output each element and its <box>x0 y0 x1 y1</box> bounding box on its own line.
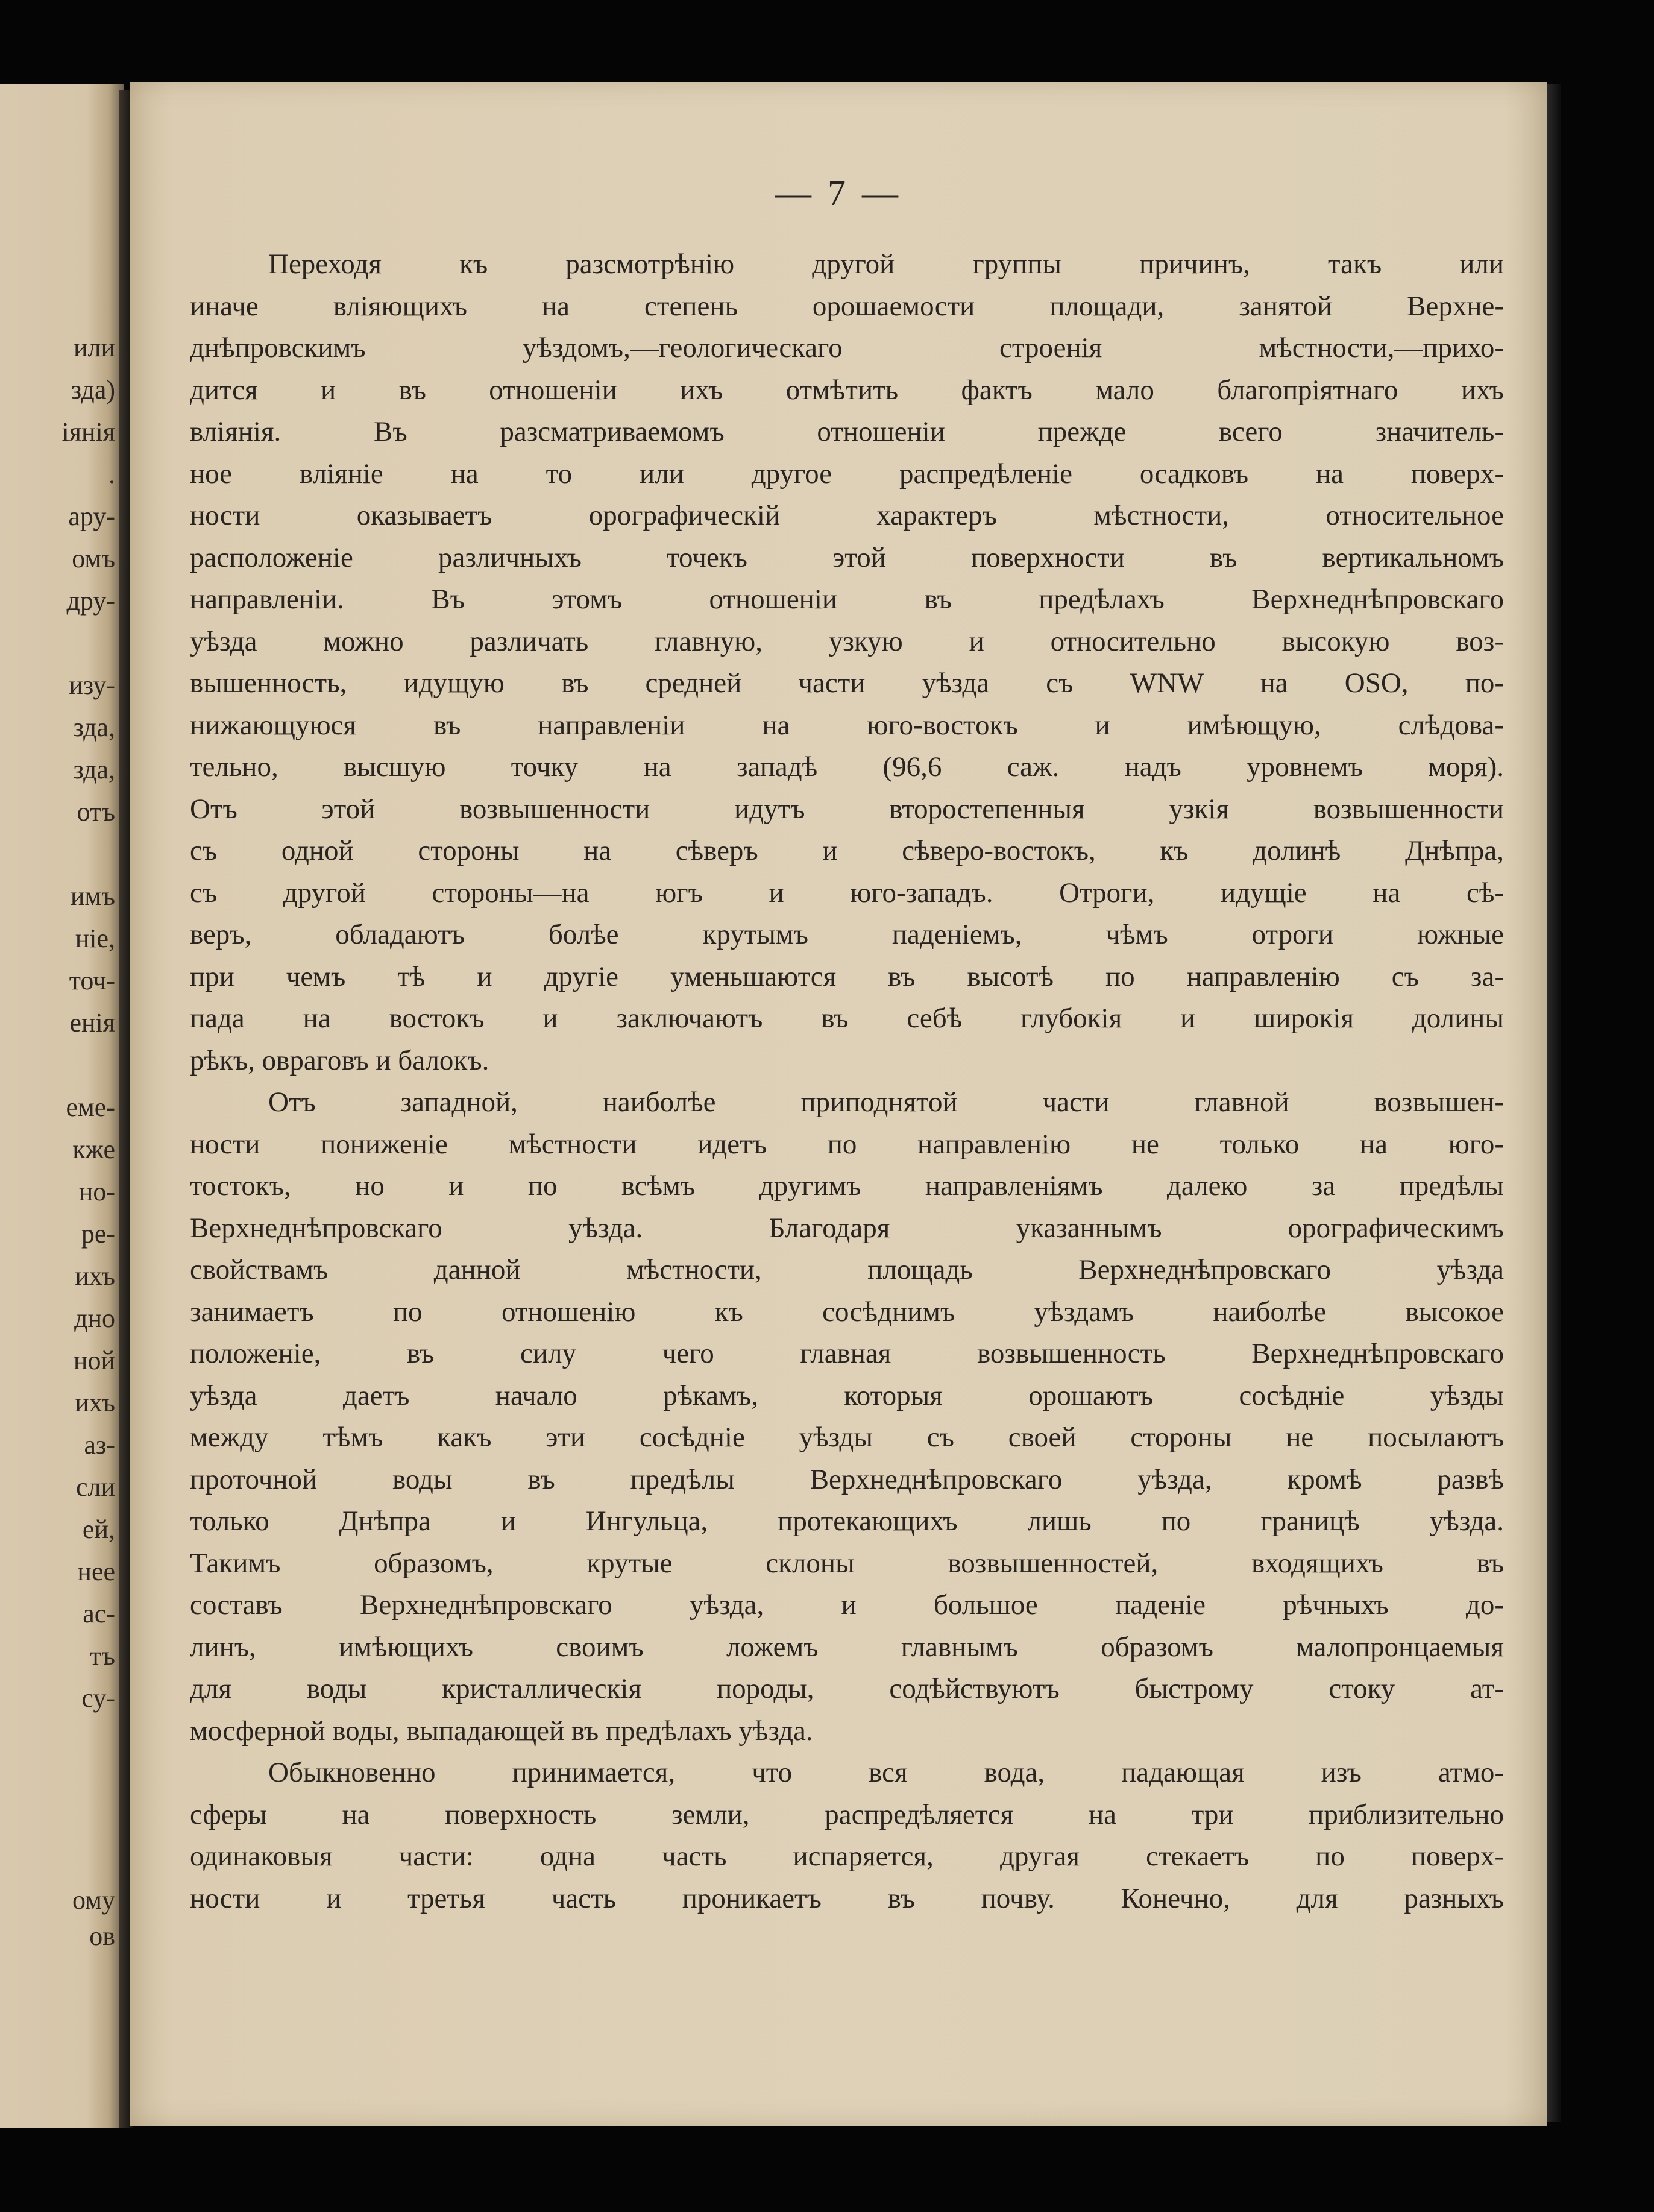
left-fragment: зда) <box>71 375 115 405</box>
left-fragment: еме- <box>66 1092 115 1122</box>
text-line: Отъ этой возвышенности идутъ второстепенныя узкія возвышенности <box>190 793 1504 825</box>
left-fragment: точ- <box>69 966 115 995</box>
text-line: ности и третья часть проникаетъ въ почву. Конечно, для разныхъ <box>190 1882 1504 1914</box>
facing-page-fragment <box>0 84 124 2128</box>
left-fragment: ару- <box>68 502 115 531</box>
text-line: расположеніе различныхъ точекъ этой поверхности въ вертикальномъ <box>190 541 1504 573</box>
text-line: для воды кристаллическія породы, содѣйствуютъ быстрому стоку ат- <box>190 1673 1504 1704</box>
text-line: Такимъ образомъ, крутые склоны возвышенностей, входящихъ въ <box>190 1547 1504 1579</box>
left-fragment: нее <box>77 1557 115 1586</box>
text-line: уѣзда можно различать главную, узкую и относительно высокую воз- <box>190 625 1504 657</box>
text-line: Обыкновенно принимается, что вся вода, падающая изъ атмо- <box>268 1757 1504 1788</box>
text-line: занимаетъ по отношенію къ сосѣднимъ уѣздамъ наиболѣе высокое <box>190 1296 1504 1328</box>
left-fragment: дно <box>74 1303 115 1333</box>
text-line: дится и въ отношеніи ихъ отмѣтить фактъ мало благопріятнаго ихъ <box>190 374 1504 406</box>
left-fragment: ной <box>73 1346 115 1375</box>
left-fragment: дру- <box>66 586 115 616</box>
left-fragment: отъ <box>77 797 115 827</box>
left-fragment: сли <box>75 1472 115 1502</box>
left-fragment: омъ <box>72 544 115 573</box>
text-line: свойствамъ данной мѣстности, площадь Верхнеднѣпровскаго уѣзда <box>190 1254 1504 1285</box>
text-line: пада на востокъ и заключаютъ въ себѣ глубокія и широкія долины <box>190 1003 1504 1034</box>
left-fragment: ре- <box>81 1219 115 1249</box>
text-line: тостокъ, но и по всѣмъ другимъ направленіямъ далеко за предѣлы <box>190 1170 1504 1202</box>
left-fragment: ихъ <box>75 1388 115 1417</box>
left-fragment: изу- <box>69 670 115 700</box>
left-fragment: имъ <box>70 881 115 911</box>
text-line: нижающуюся въ направленіи на юго-востокъ и имѣющую, слѣдова- <box>190 709 1504 741</box>
text-line: одинаковыя части: одна часть испаряется, другая стекаетъ по поверх- <box>190 1841 1504 1872</box>
text-line: ное вліяніе на то или другое распредѣленіе осадковъ на поверх- <box>190 458 1504 490</box>
text-line: составъ Верхнеднѣпровскаго уѣзда, и большое паденіе рѣчныхъ до- <box>190 1589 1504 1621</box>
text-line: линъ, имѣющихъ своимъ ложемъ главнымъ образомъ малопронцаемыя <box>190 1631 1504 1663</box>
text-line: Отъ западной, наиболѣе приподнятой части главной возвышен- <box>268 1086 1504 1118</box>
left-fragment: но- <box>78 1177 115 1206</box>
text-line: ности оказываетъ орографическій характеръ мѣстности, относительное <box>190 500 1504 531</box>
left-fragment: ас- <box>83 1599 115 1628</box>
text-line: веръ, обладаютъ болѣе крутымъ паденіемъ, чѣмъ отроги южные <box>190 919 1504 950</box>
left-fragment: кже <box>72 1135 115 1164</box>
text-line: мосферной воды, выпадающей въ предѣлахъ уѣзда. <box>190 1715 813 1747</box>
text-line: иначе вліяющихъ на степень орошаемости площади, занятой Верхне- <box>190 290 1504 322</box>
text-line: съ одной стороны на сѣверъ и сѣверо-востокъ, къ долинѣ Днѣпра, <box>190 835 1504 866</box>
text-line: уѣзда даетъ начало рѣкамъ, которыя орошаютъ сосѣдніе уѣзды <box>190 1379 1504 1411</box>
left-fragment: зда, <box>73 713 115 742</box>
left-fragment: . <box>108 459 115 489</box>
book-page <box>130 82 1547 2126</box>
text-line: между тѣмъ какъ эти сосѣдніе уѣзды съ своей стороны не посылаютъ <box>190 1422 1504 1453</box>
text-line: днѣпровскимъ уѣздомъ,—геологическаго строенія мѣстности,—прихо- <box>190 332 1504 364</box>
left-fragment: зда, <box>73 755 115 784</box>
left-fragment: или <box>73 333 115 362</box>
left-fragment: ов <box>89 1921 115 1951</box>
text-line: тельно, высшую точку на западѣ (96,6 саж. надъ уровнемъ моря). <box>190 751 1504 783</box>
text-line: съ другой стороны—на югъ и юго-западъ. Отроги, идущіе на сѣ- <box>190 877 1504 909</box>
text-line: сферы на поверхность земли, распредѣляется на три приблизительно <box>190 1798 1504 1830</box>
text-line: направленіи. Въ этомъ отношеніи въ предѣлахъ Верхнеднѣпровскаго <box>190 584 1504 615</box>
page-edge <box>1547 84 1561 2122</box>
left-fragment: су- <box>81 1683 115 1713</box>
text-line: ности пониженіе мѣстности идетъ по направленію не только на юго- <box>190 1128 1504 1160</box>
left-fragment: ихъ <box>75 1261 115 1291</box>
left-fragment: ому <box>72 1885 115 1915</box>
text-line: при чемъ тѣ и другіе уменьшаются въ высотѣ по направленію съ за- <box>190 960 1504 992</box>
left-fragment: тъ <box>90 1641 115 1671</box>
text-line: Верхнеднѣпровскаго уѣзда. Благодаря указаннымъ орографическимъ <box>190 1212 1504 1244</box>
text-line: вышенность, идущую въ средней части уѣзда съ WNW на OSO, по- <box>190 667 1504 699</box>
left-fragment: іянія <box>61 417 115 447</box>
text-line: только Днѣпра и Ингульца, протекающихъ лишь по границѣ уѣзда. <box>190 1505 1504 1537</box>
text-line: Переходя къ разсмотрѣнію другой группы причинъ, такъ или <box>268 248 1504 280</box>
body-text <box>190 244 1504 1920</box>
left-fragment: аз- <box>84 1430 115 1460</box>
text-line: вліянія. Въ разсматриваемомъ отношеніи прежде всего значитель- <box>190 416 1504 447</box>
left-fragment: ей, <box>82 1514 115 1544</box>
page-number: — 7 — <box>775 173 902 213</box>
text-line: положеніе, въ силу чего главная возвышенность Верхнеднѣпровскаго <box>190 1338 1504 1369</box>
text-line: рѣкъ, овраговъ и балокъ. <box>190 1044 489 1076</box>
text-line: проточной воды въ предѣлы Верхнеднѣпровскаго уѣзда, кромѣ развѣ <box>190 1463 1504 1495</box>
left-fragment: енія <box>69 1008 115 1038</box>
left-fragment: ніе, <box>75 924 115 953</box>
